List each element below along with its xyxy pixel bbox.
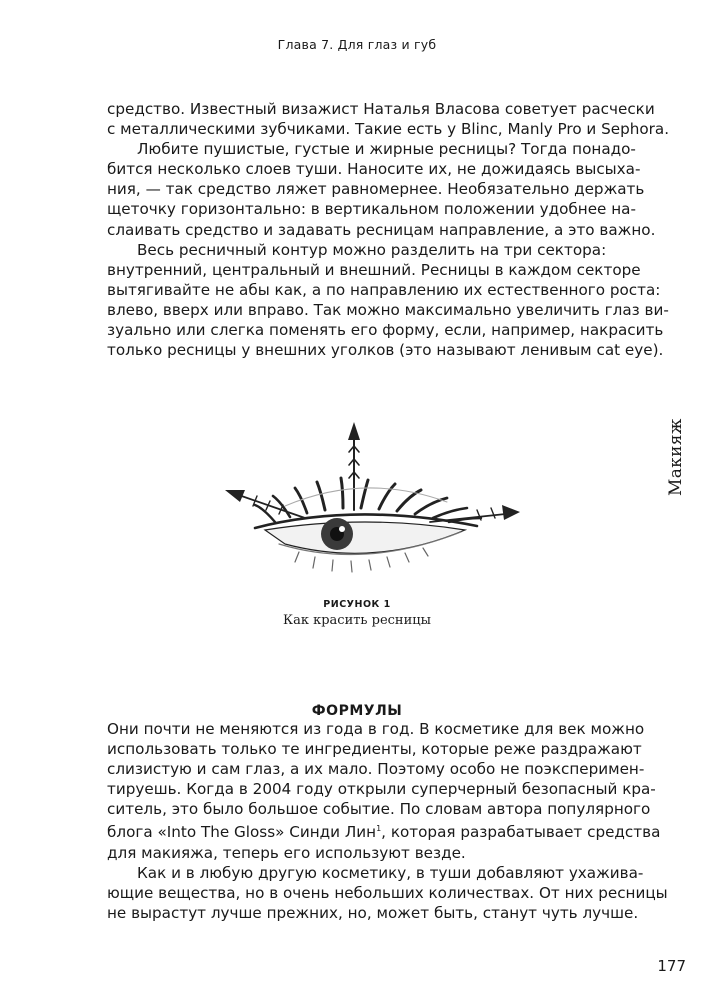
text-line: щеточку горизонтально: в вертикальном положении удобнее на- [107,200,636,219]
text-line: зуально или слегка поменять его форму, если, например, накрасить [107,321,664,340]
text-line: Они почти не меняются из года в год. В косметике для век можно [107,720,645,738]
body-text-block [107,99,670,360]
text-line: Любите пушистые, густые и жирные ресницы? Тогда понадо- [137,140,636,159]
text-line: ния, — так средство ляжет равномернее. Необязательно держать [107,180,645,199]
text-line: средство. Известный визажист Наталья Власова советует расчески [107,100,655,118]
figure-caption: Как красить ресницы [283,613,431,628]
text-line: тируешь. Когда в 2004 году открыли суперчерный безопасный кра- [107,780,656,799]
text-line: использовать только те ингредиенты, которые реже раздражают [107,740,642,759]
body-text-block [107,719,668,923]
page-number: 177 [657,957,686,975]
text-line: с металлическими зубчиками. Такие есть у Blinc, Manly Pro и Sephora. [107,120,670,139]
text-line: Как и в любую другую косметику, в туши добавляют ухажива- [137,863,644,882]
text-line: не вырастут лучше прежних, но, может быть, станут чуть лучше. [107,903,639,922]
text-line: ситель, это было большое событие. По словам автора популярного [107,800,651,819]
text-line: влево, вверх или вправо. Так можно максимально увеличить глаз ви- [107,300,669,319]
text-line: слаивать средство и задавать ресницам направление, а это важно. [107,220,656,239]
text-line: ющие вещества, но в очень небольших количествах. От них ресницы [107,883,668,902]
text-line: Весь ресничный контур можно разделить на три сектора: [137,240,607,259]
section-side-tab: Макияж [666,418,686,496]
eye-lash-illustration [215,410,525,585]
text-line: слизистую и сам глаз, а их мало. Поэтому особо не поэксперимен- [107,760,645,779]
text-fragment: блога «Into The Gloss» Синди Лин [107,823,377,842]
text-line: вытягивайте не абы как, а по направлению их естественного роста: [107,280,661,299]
text-line: внутренний, центральный и внешний. Ресницы в каждом секторе [107,260,641,279]
footnote-ref[interactable]: 1 [376,824,382,834]
section-heading: ФОРМУЛЫ [311,703,403,719]
running-head: Глава 7. Для глаз и губ [277,37,437,52]
text-fragment: , которая разрабатывает средства [381,823,661,842]
figure-label: РИСУНОК 1 [323,599,391,610]
text-line [107,819,661,842]
text-line: для макияжа, теперь его используют везде. [107,843,466,862]
text-line: бится несколько слоев туши. Наносите их, не дожидаясь высыха- [107,160,641,179]
text-line: только ресницы у внешних уголков (это называют ленивым cat eye). [107,341,664,360]
